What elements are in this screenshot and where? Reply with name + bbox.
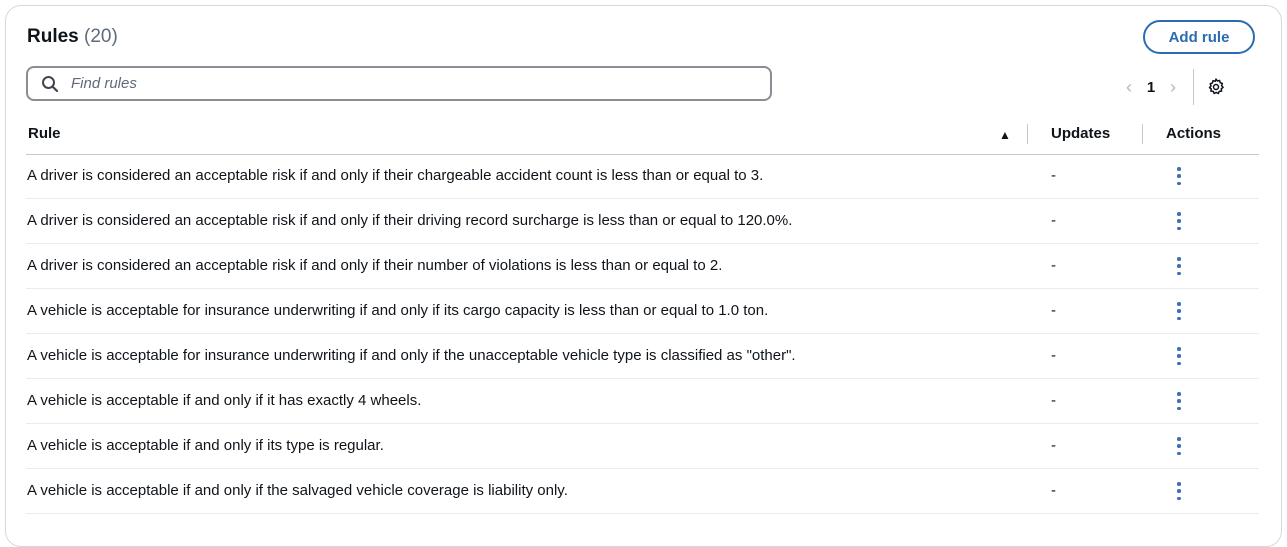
rule-text: A vehicle is acceptable if and only if its type is regular.	[27, 437, 384, 454]
pagination	[1119, 70, 1226, 104]
table-row	[26, 424, 1259, 469]
gear-icon[interactable]	[1206, 77, 1226, 97]
more-actions-icon[interactable]	[1171, 346, 1187, 366]
updates-value: -	[1051, 257, 1056, 274]
more-actions-icon[interactable]	[1171, 391, 1187, 411]
more-actions-icon[interactable]	[1171, 211, 1187, 231]
table-body	[26, 154, 1259, 514]
more-actions-icon[interactable]	[1171, 166, 1187, 186]
updates-value: -	[1051, 347, 1056, 364]
search-icon	[41, 75, 59, 93]
column-divider[interactable]	[1027, 124, 1028, 144]
table-row	[26, 289, 1259, 334]
more-actions-icon[interactable]	[1171, 481, 1187, 501]
rules-count: (20)	[84, 26, 118, 47]
rule-text: A vehicle is acceptable if and only if it has exactly 4 wheels.	[27, 392, 422, 409]
title-text: Rules	[27, 26, 79, 47]
column-header-actions: Actions	[1166, 125, 1222, 142]
column-header-rule[interactable]: Rule	[28, 125, 61, 142]
updates-value: -	[1051, 212, 1056, 229]
table-header	[26, 118, 1259, 155]
rule-text: A vehicle is acceptable for insurance underwriting if and only if its cargo capacity is less than or equal to 1.0 ton.	[27, 302, 769, 319]
table-row	[26, 154, 1259, 199]
updates-value: -	[1051, 167, 1056, 184]
chevron-right-icon[interactable]: ›	[1170, 76, 1176, 97]
column-divider[interactable]	[1142, 124, 1143, 144]
table-row	[26, 334, 1259, 379]
updates-value: -	[1051, 302, 1056, 319]
rules-panel	[5, 5, 1282, 547]
add-rule-button[interactable]: Add rule	[1143, 20, 1255, 54]
updates-value: -	[1051, 392, 1056, 409]
chevron-left-icon[interactable]: ‹	[1126, 76, 1132, 97]
rule-text: A driver is considered an acceptable risk if and only if their number of violations is less than or equal to 2.	[27, 257, 723, 274]
table-row	[26, 469, 1259, 514]
more-actions-icon[interactable]	[1171, 301, 1187, 321]
updates-value: -	[1051, 437, 1056, 454]
updates-value: -	[1051, 482, 1056, 499]
table-row	[26, 244, 1259, 289]
more-actions-icon[interactable]	[1171, 436, 1187, 456]
page-title	[27, 26, 118, 48]
search-field[interactable]	[26, 66, 772, 101]
table-row	[26, 199, 1259, 244]
page-number[interactable]: 1	[1146, 78, 1156, 96]
search-input[interactable]	[69, 74, 733, 93]
sort-ascending-icon[interactable]: ▲	[999, 128, 1011, 142]
column-header-updates[interactable]: Updates	[1051, 125, 1111, 142]
rule-text: A driver is considered an acceptable risk if and only if their driving record surcharge is less than or equal to 120.0%.	[27, 212, 793, 229]
rule-text: A driver is considered an acceptable risk if and only if their chargeable accident count is less than or equal to 3.	[27, 167, 764, 184]
rule-text: A vehicle is acceptable for insurance underwriting if and only if the unacceptable vehicle type is classified as "other".	[27, 347, 796, 364]
pager-divider	[1193, 69, 1194, 105]
rule-text: A vehicle is acceptable if and only if the salvaged vehicle coverage is liability only.	[27, 482, 568, 499]
more-actions-icon[interactable]	[1171, 256, 1187, 276]
table-row	[26, 379, 1259, 424]
